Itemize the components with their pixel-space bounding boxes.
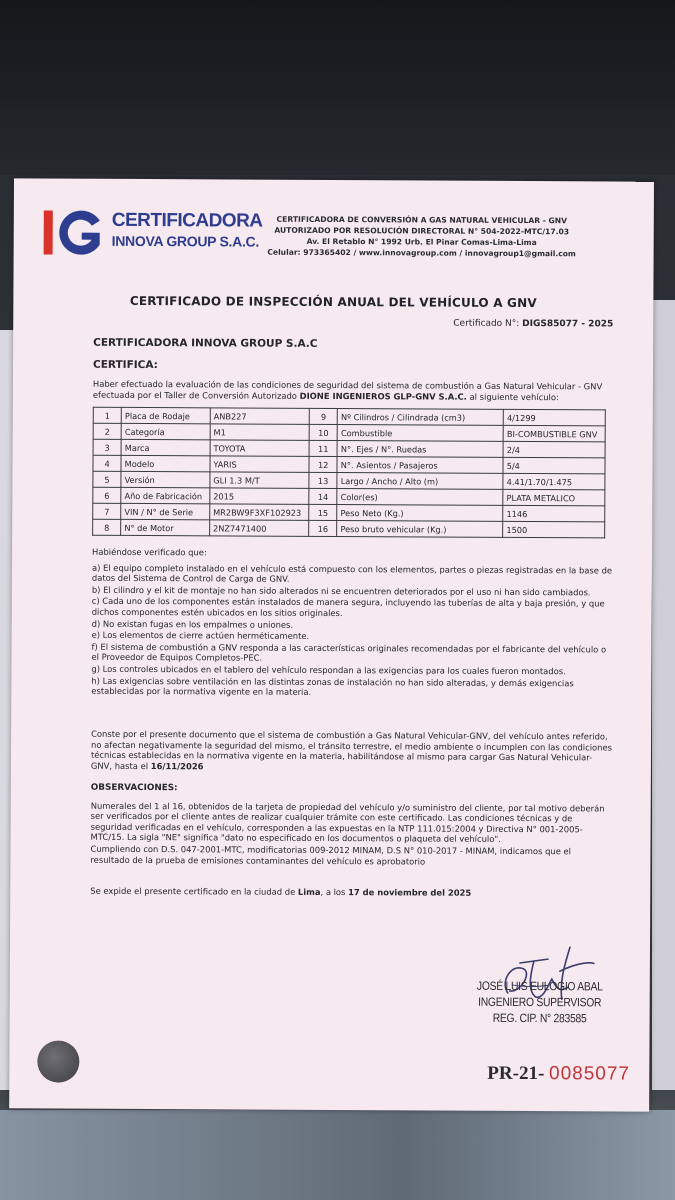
conste-text: Conste por el presente documento que el sistema de combustión a Gas Natural Vehicular-GNV, del vehículo antes referido, no afectan negativamente la seguridad del mismo, el tránsito terrestre, el medio ambiente o incumplen con las condiciones técnicas establecidas en la normativa vigente en la materia, habilitándose al mismo para cargar Gas Natural Vehicular-GNV, hasta el [90, 728, 613, 771]
paper-punch-hole [37, 1040, 79, 1082]
field-label: N°. Ejes / N°. Ruedas [337, 441, 503, 458]
certifica-heading: CERTIFICA: [92, 358, 158, 372]
row-number: 11 [309, 440, 337, 456]
certificate-page [9, 178, 654, 1111]
verification-item: c) Cada uno de los componentes están instalados de manera segura, incluyendo las tuberías de alta y baja presión, y que dichos componentes estén ubicados en los sitios originales. [91, 596, 605, 619]
observation-text: Numerales del 1 al 16, obtenidos de la tarjeta de propiedad del vehículo y/o suministro del cliente, por tal motivo deberán ser verificados por el cliente antes de realizar cualquier trámite con este certificado. Las condiciones técnicas y de seguridad verificadas en el vehículo, corresponden a las expuestas en la NTP 111.015:2004 y Directiva N° 001-2005-MTC/15. La sigla "NE" significa "dato no especificado en los documentos o plaqueta del vehículo". [90, 800, 605, 845]
field-value: 1500 [503, 521, 605, 538]
field-value: 4.41/1.70/1.475 [503, 473, 605, 490]
logo-wordmark [112, 211, 263, 249]
verification-item: g) Los controles ubicados en el tablero del vehículo respondan a las exigencias para los cuales fueron montados. [91, 663, 566, 677]
observations-title: OBSERVACIONES: [90, 782, 178, 794]
certificate-number-value: DIGS85077 - 2025 [522, 318, 614, 330]
logo-line-1: CERTIFICADORA [111, 209, 263, 232]
field-value: 4/1299 [503, 409, 605, 426]
row-number: 10 [309, 424, 337, 440]
row-number: 9 [309, 408, 337, 424]
field-value: M1 [210, 424, 309, 441]
field-label: Largo / Ancho / Alto (m) [337, 473, 503, 490]
field-value: PLATA METALICO [503, 489, 605, 506]
field-value: 5/4 [503, 457, 605, 474]
field-value: TOYOTA [210, 440, 309, 457]
row-number: 4 [93, 455, 121, 471]
row-number: 6 [93, 487, 121, 503]
row-number: 12 [309, 456, 337, 472]
company-logo [42, 206, 263, 259]
row-number: 13 [309, 472, 337, 488]
verification-item: d) No existan fugas en los empalmes o uniones. [91, 618, 294, 630]
row-number: 7 [93, 503, 121, 519]
header-info [262, 214, 582, 260]
signer-name: JOSÉ LUIS EULOGIO ABAL [476, 978, 603, 994]
observations-section [90, 783, 612, 869]
verification-section [91, 547, 614, 700]
issue-text: Se expide el presente certificado en la ciudad de [90, 885, 296, 897]
row-number: 8 [93, 519, 121, 535]
row-number: 2 [93, 423, 121, 439]
field-label: Versión [121, 471, 210, 487]
field-label: N°. Asientos / Pasajeros [337, 457, 503, 474]
field-label: Categoría [121, 423, 210, 439]
field-value: YARIS [210, 456, 309, 473]
header-line: Celular: 973365402 / www.innovagroup.com / innovagroup1@gmail.com [267, 247, 576, 259]
signer-block [475, 978, 604, 1027]
field-label: Año de Fabricación [121, 487, 210, 503]
field-value: MR2BW9F3XF102923 [210, 504, 309, 521]
field-label: Peso Neto (Kg.) [337, 505, 503, 522]
verification-item: b) El cilindro y el kit de montaje no han sido alterados ni se encuentren deteriorados por el uso ni han sido cambiados. [91, 584, 591, 598]
row-number: 16 [309, 520, 337, 536]
verification-item: f) El sistema de combustión a GNV responda a las características originales recomendadas por el fabricante del vehículo o el Proveedor de Equipos Completos-PEC. [91, 641, 607, 663]
certificate-number [453, 319, 613, 330]
field-label: N° de Motor [121, 519, 210, 535]
field-label: Modelo [121, 455, 210, 471]
logo-line-2: INNOVA GROUP S.A.C. [111, 232, 260, 250]
intro-text-end: al siguiente vehículo: [469, 391, 559, 402]
field-label: Peso bruto vehicular (Kg.) [337, 521, 503, 538]
field-value: 2/4 [503, 441, 605, 458]
field-label: Marca [121, 439, 210, 455]
field-value: BI-COMBUSTIBLE GNV [503, 425, 605, 442]
field-value: GLI 1.3 M/T [210, 472, 309, 489]
verification-item: e) Los elementos de cierre actúen herméticamente. [91, 629, 310, 642]
verified-intro: Habiéndose verificado que: [92, 546, 207, 558]
field-label: Color(es) [337, 489, 503, 506]
row-number: 3 [93, 439, 121, 455]
observation-text: Cumpliendo con D.S. 047-2001-MTC, modificatorias 009-2012 MINAM, D.S N° 010-2017 - MINAM, indicamos que el resultado de la prueba de emisiones contaminantes del vehículo es aprobatorio [90, 843, 572, 867]
field-label: VIN / N° de Serie [121, 503, 210, 519]
form-code-prefix: PR-21- [487, 1062, 545, 1085]
document-title: CERTIFICADO DE INSPECCIÓN ANUAL DEL VEHÍCULO A GNV [129, 293, 537, 311]
row-number: 1 [93, 407, 121, 423]
ig-logo-icon [42, 206, 104, 258]
header-line: AUTORIZADO POR RESOLUCIÓN DIRECTORAL N° 504-2022-MTC/17.03 [274, 225, 570, 237]
vehicle-table [92, 407, 606, 539]
header-line: Av. El Retablo N° 1992 Urb. El Pinar Comas-Lima-Lima [306, 236, 537, 248]
row-number: 15 [309, 504, 337, 520]
header-line: CERTIFICADORA DE CONVERSIÓN A GAS NATURAL VEHICULAR - GNV [276, 214, 568, 226]
signer-registration: REG. CIP. N° 283585 [492, 1010, 587, 1026]
certificate-number-label: Certificado N°: [453, 318, 520, 329]
form-code [487, 1063, 630, 1086]
field-value: 2015 [210, 488, 309, 505]
field-value: 1146 [503, 505, 605, 522]
background-floor [0, 1110, 675, 1200]
verification-item: h) Las exigencias sobre ventilación en las distintas zonas de instalación no han sido alteradas, y demás exigencias establecidas por la normativa vigente en la materia. [91, 675, 574, 698]
issue-statement [90, 886, 612, 899]
verification-item: a) El equipo completo instalado en el vehículo está compuesto con los elementos, partes o piezas registradas en la base de datos del Sistema de Control de Carga de GNV. [91, 562, 613, 584]
background-paper-right [652, 300, 675, 1090]
conste-date: 16/11/2026 [150, 760, 204, 772]
signer-role: INGENIERO SUPERVISOR [478, 994, 602, 1010]
intro-paragraph [93, 379, 613, 403]
background-top [0, 0, 675, 175]
form-serial-number: 0085077 [549, 1063, 631, 1085]
field-label: Combustible [337, 425, 503, 442]
conste-paragraph [91, 729, 613, 774]
intro-text: Haber efectuado la evaluación de las condiciones de seguridad del sistema de combustión a Gas Natural Vehicular - GNV efectuada por el Taller de Conversión Autorizado [92, 378, 603, 401]
field-value: 2NZ7471400 [210, 520, 309, 537]
field-label: Placa de Rodaje [121, 407, 210, 423]
issue-text-mid: , a los [320, 886, 346, 898]
field-label: Nº Cilindros / Cilindrada (cm3) [338, 409, 504, 426]
row-number: 5 [93, 471, 121, 487]
intro-taller: DIONE INGENIEROS GLP-GNV S.A.C. [299, 390, 467, 402]
field-value: ANB227 [210, 408, 309, 425]
issue-city: Lima [297, 886, 321, 897]
row-number: 14 [309, 488, 337, 504]
company-name: CERTIFICADORA INNOVA GROUP S.A.C [93, 336, 318, 350]
issue-date: 17 de noviembre del 2025 [348, 887, 472, 898]
vehicle-row [93, 519, 605, 538]
